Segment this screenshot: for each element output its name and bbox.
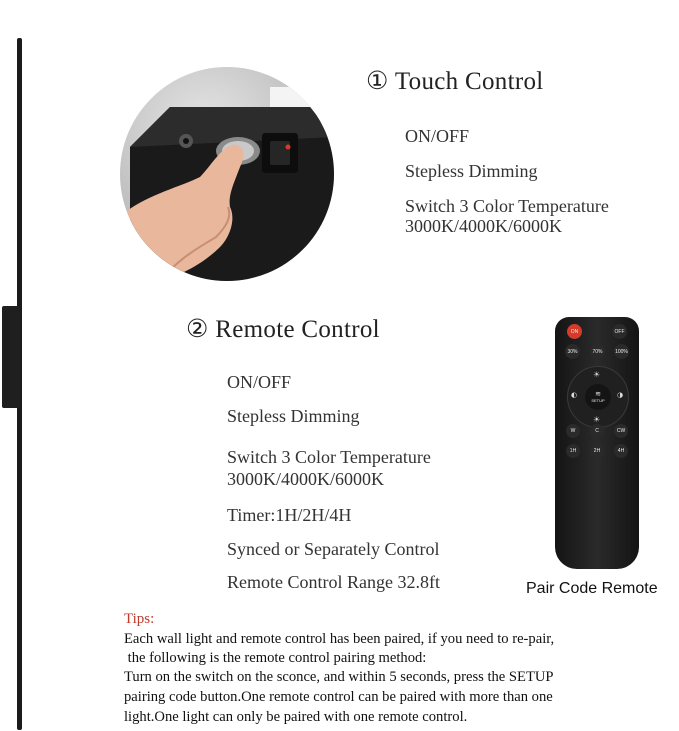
- remote-off-button: OFF: [612, 324, 627, 339]
- brightness-down-icon: ☀: [593, 415, 601, 424]
- touch-control-title-text: Touch Control: [394, 68, 544, 95]
- touch-control-photo: [120, 67, 334, 281]
- remote-30-button: 30%: [565, 344, 580, 359]
- tips-label: Tips:: [124, 611, 155, 627]
- touch-feature-kelvin: 3000K/4000K/6000K: [405, 216, 562, 236]
- remote-2h-button: 2H: [590, 444, 604, 458]
- remote-feature-sync: Synced or Separately Control: [227, 539, 440, 559]
- remote-dimming-pad: [567, 366, 629, 428]
- color-warm-icon: ◐: [571, 391, 578, 399]
- tips-line-2: the following is the remote control pairing method:: [124, 650, 427, 666]
- remote-setup-label: SETUP: [591, 398, 605, 403]
- remote-on-button: ON: [567, 324, 582, 339]
- remote-control-title-text: Remote Control: [215, 316, 380, 343]
- remote-100-button: 100%: [614, 344, 629, 359]
- tips-line-3: Turn on the switch on the sconce, and within 5 seconds, press the SETUP: [124, 669, 554, 685]
- remote-feature-range: Remote Control Range 32.8ft: [227, 572, 440, 592]
- remote-setup-button: [585, 384, 611, 410]
- color-cool-icon: ◑: [617, 391, 624, 399]
- remote-feature-kelvin: 3000K/4000K/6000K: [227, 469, 384, 489]
- remote-c-button: C: [590, 424, 604, 438]
- touch-control-number: ①: [366, 68, 389, 95]
- remote-feature-timer: Timer:1H/2H/4H: [227, 505, 352, 525]
- remote-feature-color-temp: Switch 3 Color Temperature: [227, 447, 431, 467]
- remote-4h-button: 4H: [614, 444, 628, 458]
- finger-touch-illustration: [120, 67, 334, 281]
- wall-light-mount: [2, 306, 20, 408]
- touch-feature-dimming: Stepless Dimming: [405, 161, 538, 181]
- remote-70-button: 70%: [590, 344, 605, 359]
- tips-line-5: light.One light can only be paired with one remote control.: [124, 709, 468, 725]
- brightness-up-icon: ☀: [593, 370, 601, 379]
- tips-line-1: Each wall light and remote control has been paired, if you need to re-pair,: [124, 631, 555, 647]
- touch-feature-color-temp: Switch 3 Color Temperature: [405, 196, 609, 216]
- remote-feature-dimming: Stepless Dimming: [227, 406, 360, 426]
- remote-control-title: [186, 314, 380, 344]
- remote-control-number: ②: [186, 316, 209, 343]
- touch-feature-onoff: ON/OFF: [405, 126, 470, 146]
- remote-control-device: [555, 317, 639, 569]
- remote-w-button: W: [566, 424, 580, 438]
- remote-caption: Pair Code Remote: [526, 580, 658, 597]
- remote-cw-button: CW: [614, 424, 628, 438]
- wifi-icon: ≋: [595, 391, 601, 398]
- remote-1h-button: 1H: [566, 444, 580, 458]
- remote-feature-onoff: ON/OFF: [227, 372, 292, 392]
- touch-control-title: [366, 66, 544, 96]
- tips-line-4: pairing code button.One remote control can be paired with more than one: [124, 689, 553, 705]
